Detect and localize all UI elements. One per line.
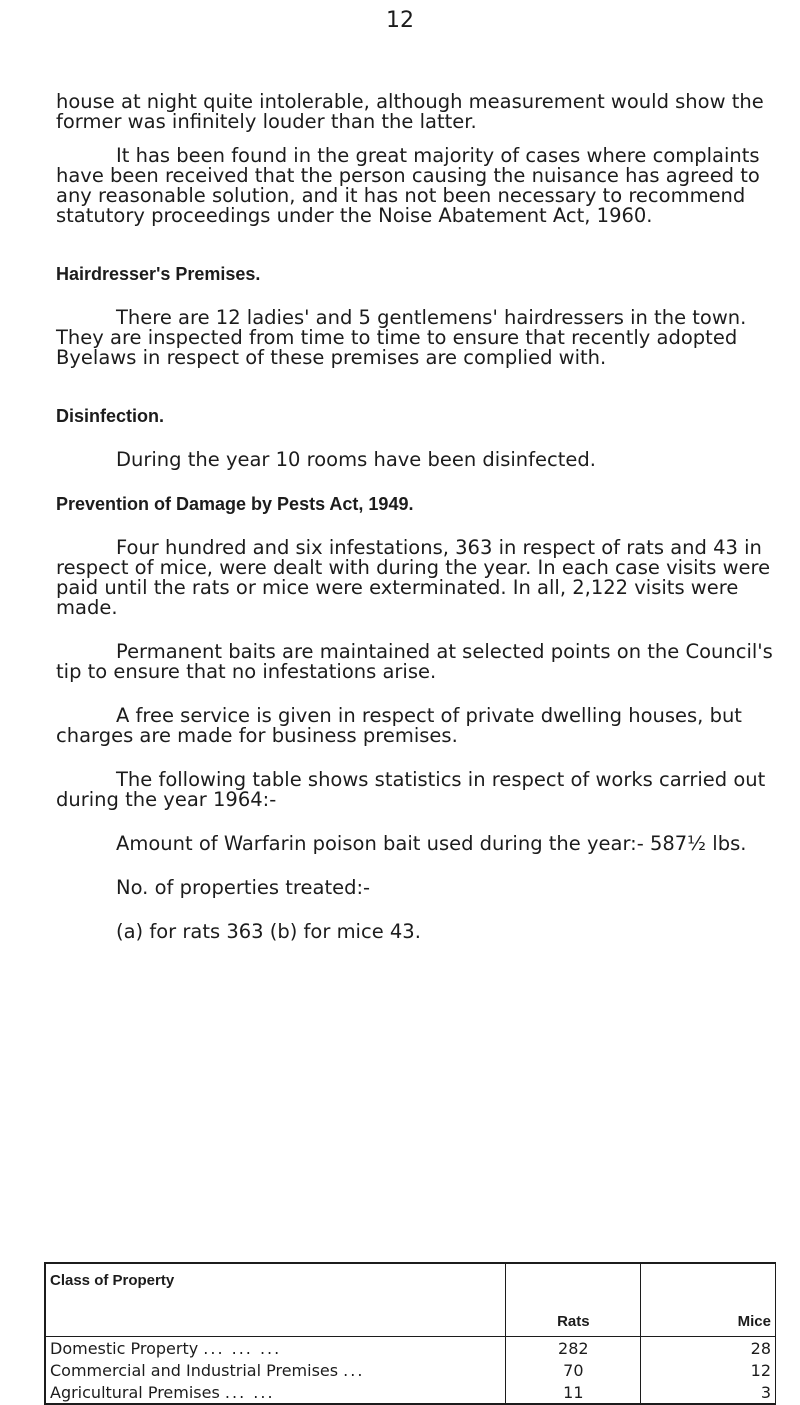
body-text: [56, 92, 774, 942]
row-mice: 3: [641, 1381, 776, 1404]
paragraph-infestations: Four hundred and six infestations, 363 in respect of rats and 43 in respect of mice, were dealt with during the year. In each case visits were paid until the rats or mice were exterminated. In all, 2,122 visits were made.: [56, 536, 771, 619]
paragraph-hairdressers: There are 12 ladies' and 5 gentlemens' hairdressers in the town. They are inspected from time to time to ensure that recently adopted Byelaws in respect of these premises are complied with.: [56, 306, 747, 369]
row-mice: 12: [641, 1359, 776, 1381]
row-rats: 70: [506, 1359, 641, 1381]
statistics-table: [44, 1262, 776, 1405]
table-header-row: [45, 1263, 776, 1337]
row-label-text: Commercial and Industrial Premises: [50, 1360, 339, 1380]
row-label: [45, 1359, 506, 1381]
paragraph-noise-continued: house at night quite intolerable, although measurement would show the former was infinitely louder than the latter.: [56, 90, 764, 133]
paragraph-warfarin: Amount of Warfarin poison bait used during the year:- 587½ lbs.: [116, 832, 747, 855]
header-class-of-property: Class of Property: [45, 1263, 506, 1337]
header-mice: Mice: [641, 1263, 776, 1337]
row-label: [45, 1381, 506, 1404]
row-label-text: Agricultural Premises: [50, 1382, 220, 1402]
heading-pests-act: Prevention of Damage by Pests Act, 1949.: [56, 494, 414, 514]
paragraph-free-service: A free service is given in respect of private dwelling houses, but charges are made for business premises.: [56, 704, 742, 747]
header-rats: Rats: [506, 1263, 641, 1337]
table-row: [45, 1337, 776, 1360]
leader-dots: ... ...: [224, 1382, 275, 1402]
paragraph-permanent-baits: Permanent baits are maintained at selected points on the Council's tip to ensure that no infestations arise.: [56, 640, 773, 683]
table-row: [45, 1359, 776, 1381]
row-label: [45, 1337, 506, 1360]
leader-dots: ...: [343, 1360, 365, 1380]
paragraph-rats-mice-counts: (a) for rats 363 (b) for mice 43.: [116, 920, 421, 943]
paragraph-disinfection: During the year 10 rooms have been disinfected.: [116, 448, 596, 471]
heading-disinfection: Disinfection.: [56, 406, 165, 426]
paragraph-noise-complaints: It has been found in the great majority of cases where complaints have been received that the person causing the nuisance has agreed to any reasonable solution, and it has not been necessary to recommend statutory proceedings under the Noise Abatement Act, 1960.: [56, 144, 760, 227]
paragraph-statistics-intro: The following table shows statistics in respect of works carried out during the year 1964:-: [56, 768, 766, 811]
heading-hairdressers: Hairdresser's Premises.: [56, 264, 261, 284]
row-rats: 11: [506, 1381, 641, 1404]
table-row: [45, 1381, 776, 1404]
row-label-text: Domestic Property: [50, 1338, 199, 1358]
row-mice: 28: [641, 1337, 776, 1360]
paragraph-properties-treated: No. of properties treated:-: [116, 876, 371, 899]
row-rats: 282: [506, 1337, 641, 1360]
page-number: 12: [386, 8, 414, 33]
leader-dots: ... ... ...: [203, 1338, 282, 1358]
